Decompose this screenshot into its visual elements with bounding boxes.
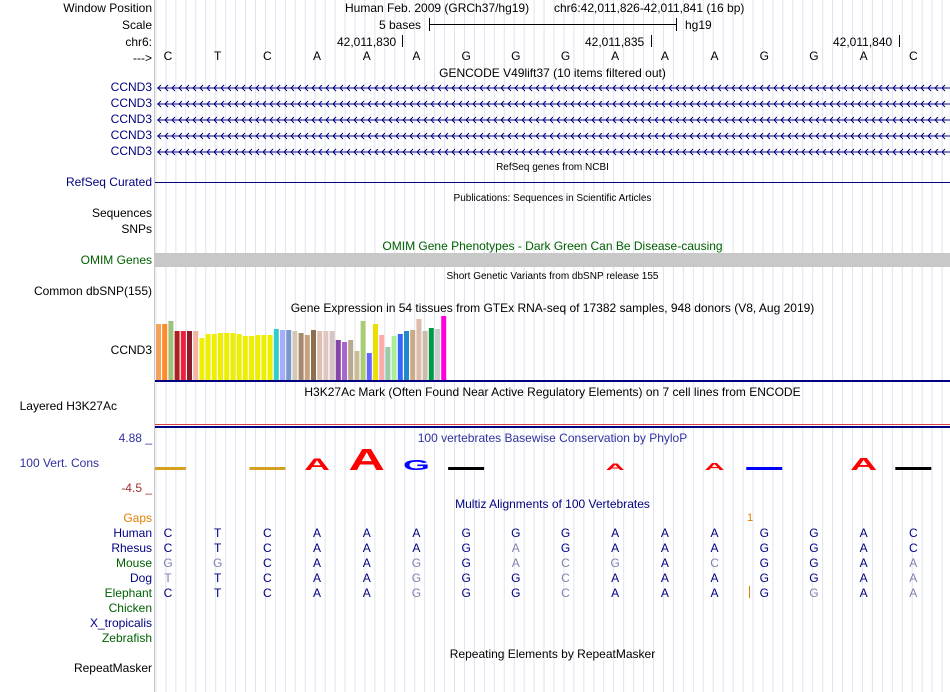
gencode-transcript[interactable] [155, 132, 950, 140]
species-label[interactable]: Human [113, 526, 152, 540]
label-ccnd3-4[interactable]: CCND3 [110, 128, 152, 142]
label-repeatmasker[interactable]: RepeatMasker [73, 661, 152, 675]
aligned-base: T [214, 571, 222, 585]
coord-tick-label-3: 42,011,840 [833, 35, 893, 49]
label-ccnd3-3[interactable]: CCND3 [110, 112, 152, 126]
gtex-tissue-bar [280, 330, 285, 380]
gtex-tissue-bar [354, 351, 359, 380]
label-ccnd3-1[interactable]: CCND3 [110, 80, 152, 94]
aligned-base: C [163, 586, 173, 600]
gtex-tissue-bar [398, 334, 403, 380]
aligned-base: G [809, 586, 819, 600]
gap-count: 1 [747, 512, 754, 524]
aligned-base: C [561, 586, 570, 600]
aligned-base: C [908, 541, 918, 555]
aligned-base: C [163, 541, 173, 555]
gtex-tissue-bar [373, 324, 378, 380]
aligned-base: A [859, 541, 868, 555]
label-ccnd3-5[interactable]: CCND3 [110, 144, 152, 158]
gtex-tissue-bar [181, 331, 186, 380]
aligned-base: G [809, 541, 819, 555]
label-sequences[interactable]: Sequences [91, 206, 152, 220]
gtex-tissue-bar [392, 336, 397, 380]
aligned-base: G [511, 526, 521, 540]
aligned-base: G [461, 541, 471, 555]
gtex-tissue-bar [323, 331, 328, 380]
aligned-base: G [809, 571, 819, 585]
aligned-base: A [710, 541, 719, 555]
label-window-position[interactable]: Window Position [63, 1, 152, 15]
aligned-base: G [759, 571, 769, 585]
phylop-bar [448, 467, 484, 470]
gtex-tissue-bar [206, 334, 211, 380]
phylop-title[interactable]: 100 vertebrates Basewise Conservation by PhyloP [417, 431, 688, 445]
gencode-title[interactable]: GENCODE V49lift37 (10 items filtered out) [439, 66, 666, 80]
refseq-gene-line[interactable] [155, 182, 950, 183]
species-label[interactable]: Dog [129, 571, 152, 585]
aligned-base: C [561, 571, 570, 585]
aligned-base: G [163, 556, 173, 570]
aligned-base: G [213, 556, 223, 570]
aligned-base: A [611, 571, 620, 585]
refseq-title[interactable]: RefSeq genes from NCBI [496, 162, 609, 173]
species-label[interactable]: Elephant [104, 586, 152, 600]
gtex-tissue-bar [230, 333, 235, 380]
aligned-base: A [362, 571, 371, 585]
gap-marker [749, 586, 750, 598]
aligned-base: G [560, 541, 571, 555]
species-label[interactable]: Mouse [115, 556, 152, 570]
species-label[interactable]: Chicken [108, 601, 152, 615]
gtex-tissue-bar [348, 340, 353, 380]
gencode-transcript[interactable] [155, 84, 950, 92]
species-label[interactable]: Rhesus [111, 541, 152, 555]
gtex-tissue-bar [255, 335, 260, 380]
aligned-base: G [809, 526, 819, 540]
h3k27ac-red-line [155, 424, 950, 425]
phylop-logo[interactable] [155, 448, 950, 476]
phylop-bar [155, 467, 186, 470]
aligned-base: A [859, 571, 868, 585]
aligned-base: A [362, 586, 371, 600]
aligned-base: G [759, 556, 769, 570]
aligned-base: A [859, 526, 868, 540]
aligned-base: G [461, 526, 471, 540]
gtex-tissue-bar [317, 331, 322, 380]
ref-base: C [163, 49, 173, 63]
gtex-tissue-bar [299, 333, 304, 380]
aligned-base: G [461, 556, 471, 570]
phylop-letter: A [704, 461, 725, 473]
aligned-base: A [313, 526, 322, 540]
gtex-tissue-bar [156, 324, 161, 380]
aligned-base: C [561, 556, 570, 570]
aligned-base: G [411, 571, 422, 585]
cons-min-value: -4.5 _ [121, 481, 152, 495]
ref-base: G [560, 49, 571, 63]
aligned-base: C [710, 556, 719, 570]
aligned-base: A [660, 556, 669, 570]
track-area [155, 0, 950, 692]
species-label[interactable]: Zebrafish [101, 631, 152, 645]
aligned-base: G [461, 586, 471, 600]
aligned-base: G [759, 586, 769, 600]
aligned-base: G [411, 556, 422, 570]
gtex-tissue-bar [243, 336, 248, 380]
aligned-base: A [313, 586, 322, 600]
gtex-tissue-bar [274, 329, 279, 380]
track-labels [0, 0, 154, 692]
aligned-base: A [909, 556, 918, 570]
dbsnp-title[interactable]: Short Genetic Variants from dbSNP release 155 [446, 271, 659, 282]
gtex-tissue-bar [435, 329, 440, 380]
phylop-letter: G [403, 456, 430, 474]
coord-tick-2 [651, 35, 652, 47]
gtex-tissue-bar [175, 331, 180, 380]
aligned-base: G [411, 586, 422, 600]
label-omim-genes[interactable]: OMIM Genes [80, 253, 152, 267]
phylop-letter: A [850, 454, 878, 475]
scale-bar-label: 5 bases [379, 18, 422, 32]
coord-tick-label-1: 42,011,830 [337, 35, 397, 49]
gtex-tissue-bar [261, 335, 266, 380]
aligned-base: A [660, 571, 669, 585]
aligned-base: G [759, 541, 769, 555]
gtex-tissue-bar [342, 342, 347, 380]
aligned-base: C [163, 526, 173, 540]
aligned-base: A [313, 571, 322, 585]
gtex-tissue-bar [423, 331, 428, 380]
h3k27ac-title[interactable]: H3K27Ac Mark (Often Found Near Active Regulatory Elements) on 7 cell lines from ENCODE [304, 385, 801, 399]
aligned-base: C [263, 526, 272, 540]
species-label[interactable]: X_tropicalis [89, 616, 152, 630]
gtex-title[interactable]: Gene Expression in 54 tissues from GTEx RNA-seq of 17382 samples, 948 donors (V8, Aug 2019) [290, 301, 815, 315]
ref-base: C [263, 49, 272, 63]
multiz-title[interactable]: Multiz Alignments of 100 Vertebrates [455, 497, 650, 511]
publications-title[interactable]: Publications: Sequences in Scientific Articles [453, 193, 652, 204]
ref-base: A [412, 49, 421, 63]
gtex-tissue-bar [292, 331, 297, 380]
aligned-base: A [710, 526, 719, 540]
aligned-base: A [859, 556, 868, 570]
cons-max-value: 4.88 _ [118, 431, 152, 445]
aligned-base: C [263, 586, 272, 600]
aligned-base: T [214, 541, 222, 555]
phylop-letter: A [348, 448, 385, 476]
ref-base: A [313, 49, 322, 63]
label-scale[interactable]: Scale [121, 18, 152, 32]
gtex-tissue-bar [441, 316, 446, 380]
aligned-base: G [759, 526, 769, 540]
label-gtex-ccnd3[interactable]: CCND3 [110, 343, 152, 357]
gtex-tissue-bar [385, 347, 390, 380]
gtex-tissue-bar [199, 338, 204, 380]
aligned-base: A [511, 541, 520, 555]
gtex-tissue-bar [311, 330, 316, 380]
gencode-transcript[interactable] [155, 116, 950, 124]
aligned-base: G [461, 571, 471, 585]
aligned-base: A [362, 541, 371, 555]
gtex-tissue-bar [416, 319, 421, 380]
aligned-base: G [560, 526, 571, 540]
aligned-base: T [214, 586, 222, 600]
phylop-letter: A [605, 461, 625, 473]
aligned-base: A [511, 556, 520, 570]
label-layered-h3k27ac[interactable]: Layered H3K27Ac [19, 399, 117, 413]
repeatmasker-title[interactable]: Repeating Elements by RepeatMasker [449, 647, 656, 661]
aligned-base: A [909, 571, 918, 585]
aligned-base: A [710, 586, 719, 600]
aligned-base: A [611, 586, 620, 600]
aligned-base: A [710, 571, 719, 585]
aligned-base: C [263, 541, 272, 555]
gtex-tissue-bar [212, 334, 217, 380]
ref-base: G [511, 49, 521, 63]
aligned-base: A [660, 586, 669, 600]
gtex-tissue-bar [429, 328, 434, 380]
gtex-tissue-bar [218, 333, 223, 380]
gtex-tissue-bar [224, 333, 229, 380]
position-label: chr6:42,011,826-42,011,841 (16 bp) [554, 1, 745, 15]
gtex-tissue-bar [193, 331, 198, 380]
gtex-tissue-bar [305, 335, 310, 380]
ref-base: A [859, 49, 868, 63]
scale-bar-left-cap [429, 18, 430, 31]
aligned-base: T [164, 571, 172, 585]
assembly-label: Human Feb. 2009 (GRCh37/hg19) [345, 1, 530, 15]
aligned-base: A [313, 541, 322, 555]
gtex-tissue-bar [336, 340, 341, 380]
aligned-base: C [908, 526, 918, 540]
aligned-base: G [511, 586, 521, 600]
gtex-tissue-bar [330, 331, 335, 380]
label-refseq-curated[interactable]: RefSeq Curated [65, 175, 152, 189]
aligned-base: G [809, 556, 819, 570]
aligned-base: A [362, 556, 371, 570]
coord-tick-3 [899, 35, 900, 47]
phylop-letter: A [304, 455, 330, 474]
label-gaps[interactable]: Gaps [123, 511, 152, 525]
aligned-base: C [263, 571, 272, 585]
aligned-base: A [362, 526, 371, 540]
scale-bar [429, 24, 677, 25]
scale-db-label: hg19 [685, 18, 712, 32]
phylop-bar [895, 467, 931, 470]
aligned-base: G [610, 556, 620, 570]
ref-base: A [660, 49, 669, 63]
ref-base: A [611, 49, 620, 63]
aligned-base: A [611, 526, 620, 540]
aligned-base: T [214, 526, 222, 540]
gtex-tissue-bar [410, 330, 415, 380]
gtex-tissue-bar [367, 353, 372, 380]
gtex-tissue-bar [379, 335, 384, 380]
coord-tick-1 [402, 35, 403, 47]
label-snps[interactable]: SNPs [121, 222, 152, 236]
omim-title[interactable]: OMIM Gene Phenotypes - Dark Green Can Be Disease-causing [382, 239, 723, 253]
scale-bar-right-cap [676, 18, 677, 31]
gtex-tissue-bar [187, 331, 192, 380]
omim-gene-bar[interactable] [155, 253, 950, 267]
aligned-base: C [263, 556, 272, 570]
ref-base: A [710, 49, 719, 63]
ref-base: G [461, 49, 471, 63]
label-common-dbsnp[interactable]: Common dbSNP(155) [33, 284, 152, 298]
phylop-bar [746, 467, 782, 470]
h3k27ac-navy-line [155, 426, 950, 428]
ref-base: T [214, 49, 222, 63]
ref-base: G [759, 49, 769, 63]
gencode-transcript[interactable] [155, 148, 950, 156]
gtex-tissue-bar [404, 331, 409, 380]
ref-base: C [908, 49, 918, 63]
aligned-base: A [660, 541, 669, 555]
coord-tick-label-2: 42,011,835 [585, 35, 645, 49]
gtex-tissue-bar [162, 324, 167, 380]
gtex-tissue-bar [249, 336, 254, 380]
aligned-base: A [909, 586, 918, 600]
aligned-base: A [412, 541, 421, 555]
aligned-base: A [611, 541, 620, 555]
gtex-tissue-bar [168, 321, 173, 380]
label-ccnd3-2[interactable]: CCND3 [110, 96, 152, 110]
aligned-base: A [859, 586, 868, 600]
label-chrom[interactable]: chr6: [125, 35, 152, 49]
gtex-tissue-bar [268, 335, 273, 380]
ref-base: A [362, 49, 371, 63]
phylop-bar [249, 467, 285, 470]
aligned-base: A [313, 556, 322, 570]
aligned-base: G [511, 571, 521, 585]
gtex-tissue-bar [237, 334, 242, 380]
gtex-bar-chart[interactable] [155, 316, 950, 382]
aligned-base: A [412, 526, 421, 540]
gtex-tissue-bar [361, 321, 366, 380]
aligned-base: A [660, 526, 669, 540]
label-100-vert-cons[interactable]: 100 Vert. Cons [19, 456, 99, 470]
label-strand[interactable]: ---> [133, 51, 152, 65]
gtex-tissue-bar [286, 330, 291, 380]
ref-base: G [809, 49, 819, 63]
gencode-transcript[interactable] [155, 100, 950, 108]
